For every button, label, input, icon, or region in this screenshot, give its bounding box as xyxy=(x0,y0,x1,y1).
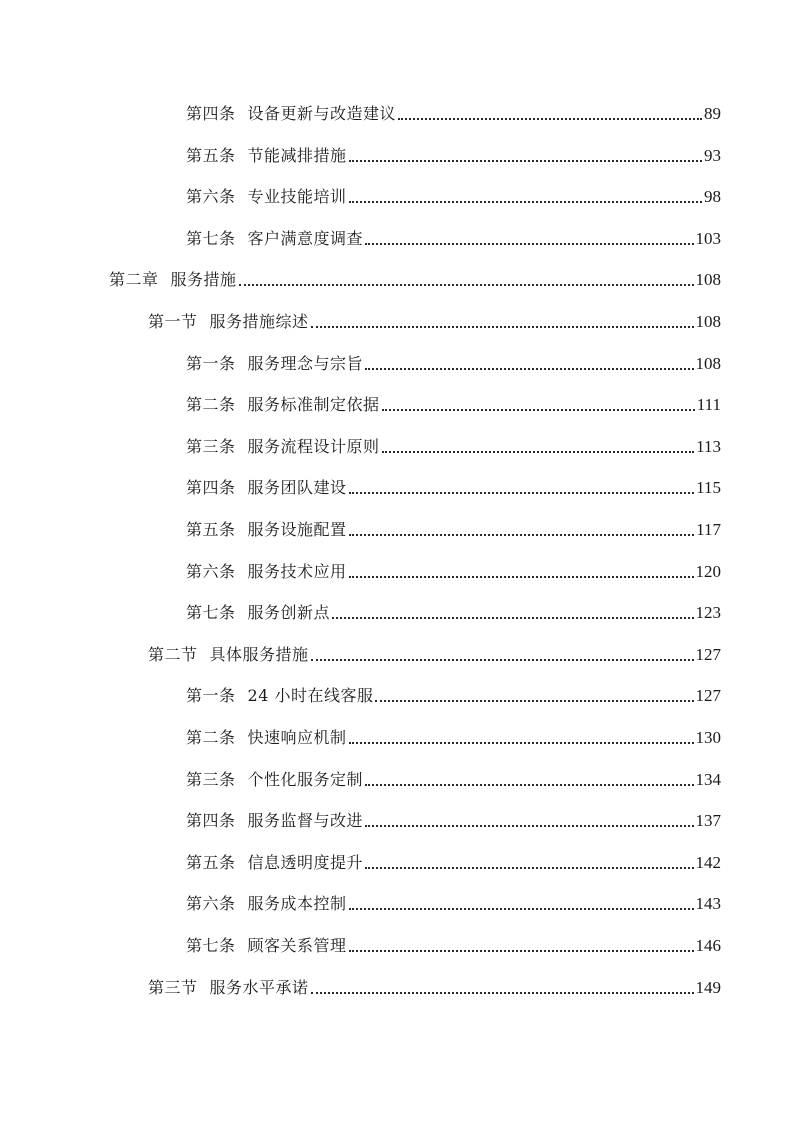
toc-entry-label: 第六条 xyxy=(186,561,236,581)
toc-entry[interactable] xyxy=(186,719,721,749)
toc-entry[interactable] xyxy=(148,303,721,333)
toc-entry[interactable] xyxy=(186,428,721,458)
toc-entry-label: 第三条 xyxy=(186,769,236,789)
toc-entry-page-number: 127 xyxy=(695,686,721,706)
toc-entry-title: 具体服务措施 xyxy=(209,644,309,664)
toc-entry-label: 第四条 xyxy=(186,478,236,498)
toc-entry-page-number: 123 xyxy=(695,603,721,623)
dot-leader xyxy=(332,617,693,619)
toc-entry-title: 服务标准制定依据 xyxy=(247,395,380,415)
dot-leader xyxy=(349,201,702,203)
toc-entry-title: 服务理念与宗旨 xyxy=(247,353,364,373)
toc-entry-page-number: 113 xyxy=(696,436,721,456)
toc-entry-page-number: 103 xyxy=(695,228,721,248)
toc-entry-label: 第六条 xyxy=(186,894,236,914)
dot-leader xyxy=(365,784,693,786)
toc-entry-page-number: 108 xyxy=(695,312,721,331)
toc-entry[interactable] xyxy=(186,178,721,208)
toc-entry-page-number: 134 xyxy=(695,769,721,789)
toc-entry[interactable] xyxy=(186,927,721,957)
toc-entry[interactable] xyxy=(148,636,721,666)
toc-entry-page-number: 117 xyxy=(696,520,721,539)
dot-leader xyxy=(365,243,693,245)
toc-entry[interactable] xyxy=(186,677,721,707)
toc-entry-page-number: 146 xyxy=(695,936,721,955)
toc-entry-label: 第四条 xyxy=(186,811,236,831)
toc-entry-title: 服务创新点 xyxy=(247,603,331,623)
toc-entry-page-number: 149 xyxy=(695,977,721,997)
toc-entry-label: 第二条 xyxy=(186,395,236,415)
toc-entry[interactable] xyxy=(186,345,721,375)
toc-entry-label: 第七条 xyxy=(186,228,236,248)
dot-leader xyxy=(311,326,694,328)
table-of-contents xyxy=(0,95,793,1020)
toc-entry-label: 第五条 xyxy=(186,520,236,539)
dot-leader xyxy=(349,492,695,494)
toc-entry-label: 第七条 xyxy=(186,603,236,623)
toc-entry-label: 第二章 xyxy=(109,270,159,290)
toc-entry-title: 个性化服务定制 xyxy=(247,769,364,789)
dot-leader xyxy=(311,992,694,994)
toc-entry[interactable] xyxy=(186,885,721,915)
toc-entry-title: 24 小时在线客服 xyxy=(247,686,374,706)
dot-leader xyxy=(311,659,694,661)
toc-entry-page-number: 127 xyxy=(695,644,721,664)
toc-entry-label: 第三条 xyxy=(186,436,236,456)
toc-entry-title: 顾客关系管理 xyxy=(247,936,347,955)
toc-entry[interactable] xyxy=(186,511,721,541)
toc-entry-title: 信息透明度提升 xyxy=(247,852,364,872)
dot-leader xyxy=(349,534,695,536)
toc-entry-title: 服务水平承诺 xyxy=(209,977,309,997)
toc-entry-title: 快速响应机制 xyxy=(247,728,347,747)
dot-leader xyxy=(349,950,694,952)
toc-entry-title: 服务措施综述 xyxy=(209,312,309,331)
toc-entry[interactable] xyxy=(186,95,721,125)
toc-entry-label: 第五条 xyxy=(186,852,236,872)
toc-entry[interactable] xyxy=(186,761,721,791)
toc-entry-label: 第一条 xyxy=(186,686,236,706)
toc-entry-page-number: 111 xyxy=(696,395,721,415)
toc-entry-page-number: 89 xyxy=(704,104,721,123)
dot-leader xyxy=(398,118,702,120)
dot-leader xyxy=(382,451,695,453)
toc-entry-page-number: 108 xyxy=(695,270,721,290)
toc-entry-title: 节能减排措施 xyxy=(247,145,347,165)
toc-entry-title: 服务流程设计原则 xyxy=(247,436,380,456)
dot-leader xyxy=(365,825,693,827)
toc-entry-label: 第二节 xyxy=(148,644,198,664)
toc-entry-label: 第一条 xyxy=(186,353,236,373)
toc-entry[interactable] xyxy=(186,802,721,832)
dot-leader xyxy=(365,368,693,370)
toc-entry[interactable] xyxy=(186,220,721,250)
toc-entry-title: 服务监督与改进 xyxy=(247,811,364,831)
toc-entry[interactable] xyxy=(186,553,721,583)
toc-entry-page-number: 98 xyxy=(704,187,721,207)
toc-entry-title: 客户满意度调查 xyxy=(247,228,364,248)
dot-leader xyxy=(349,160,702,162)
toc-entry[interactable] xyxy=(186,469,721,499)
toc-entry-title: 服务团队建设 xyxy=(247,478,347,498)
toc-entry-label: 第二条 xyxy=(186,728,236,747)
toc-entry[interactable] xyxy=(186,137,721,167)
toc-entry-page-number: 143 xyxy=(695,894,721,914)
toc-entry-label: 第四条 xyxy=(186,104,236,123)
toc-entry[interactable] xyxy=(109,261,721,291)
toc-entry-page-number: 142 xyxy=(695,852,721,872)
toc-entry-title: 设备更新与改造建议 xyxy=(247,104,397,123)
toc-entry-title: 服务措施 xyxy=(170,270,237,290)
toc-entry-title: 服务设施配置 xyxy=(247,520,347,539)
toc-entry-label: 第七条 xyxy=(186,936,236,955)
dot-leader xyxy=(365,867,693,869)
toc-entry[interactable] xyxy=(186,594,721,624)
dot-leader xyxy=(382,409,695,411)
toc-entry-label: 第六条 xyxy=(186,187,236,207)
toc-entry-label: 第一节 xyxy=(148,312,198,331)
toc-entry-label: 第三节 xyxy=(148,977,198,997)
dot-leader xyxy=(349,576,694,578)
toc-entry-page-number: 93 xyxy=(704,145,721,165)
dot-leader xyxy=(375,700,693,702)
toc-entry-page-number: 137 xyxy=(695,811,721,831)
toc-entry-page-number: 120 xyxy=(695,561,721,581)
toc-entry-title: 服务技术应用 xyxy=(247,561,347,581)
toc-entry-title: 专业技能培训 xyxy=(247,187,347,207)
toc-entry[interactable] xyxy=(186,386,721,416)
toc-entry[interactable] xyxy=(148,969,721,999)
toc-entry-title: 服务成本控制 xyxy=(247,894,347,914)
toc-entry-page-number: 115 xyxy=(696,478,721,498)
dot-leader xyxy=(349,908,694,910)
toc-entry-page-number: 108 xyxy=(695,353,721,373)
toc-entry[interactable] xyxy=(186,844,721,874)
toc-entry-page-number: 130 xyxy=(695,728,721,747)
dot-leader xyxy=(239,284,694,286)
toc-entry-label: 第五条 xyxy=(186,145,236,165)
dot-leader xyxy=(349,742,694,744)
